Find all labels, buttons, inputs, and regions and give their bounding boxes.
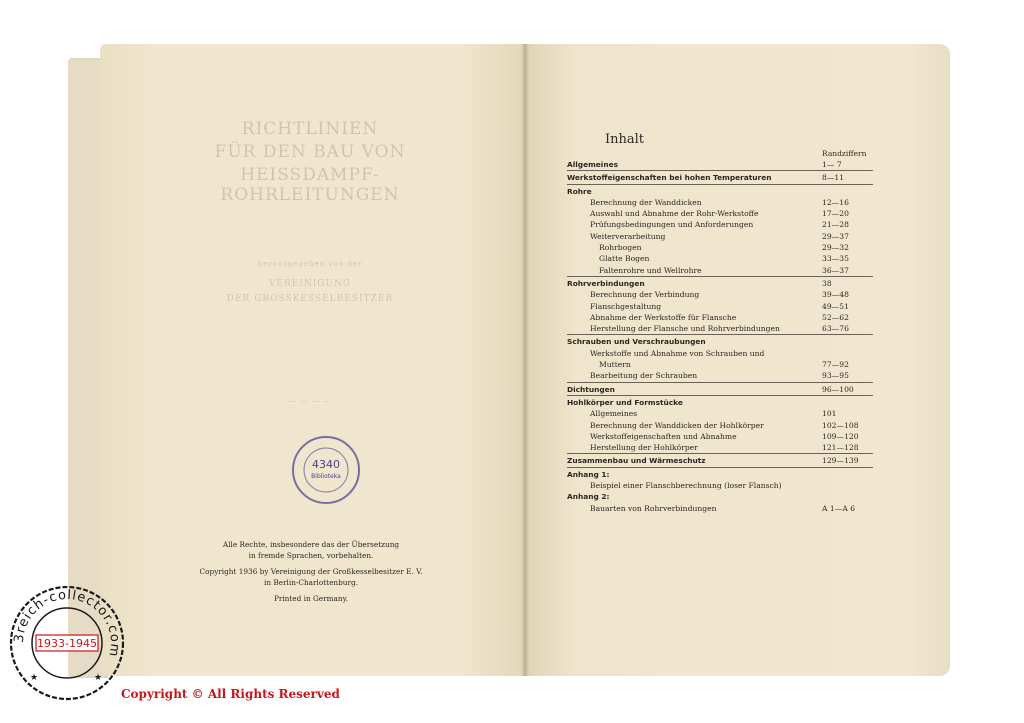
copyright-line: Alle Rechte, insbesondere das der Übersetzung — [222, 540, 400, 549]
left-page: RICHTLINIEN FÜR DEN BAU VON HEISSDAMPF-ROHRLEITUNGEN herausgegeben von der VEREINIGUNG DER GROSSKESSELBESITZER — — — — 4340 Biblioteka Alle Rechte, insbesondere das der Übersetzung in fremde Sprachen, vorbehalten. Copyright 1936 by Vereinigung der Großkesselbesitzer E. V. in Berlin-Charlottenburg. Printed in Germany. — [100, 44, 525, 676]
toc-entry: Werkstoffe und Abnahme von Schrauben und — [590, 348, 765, 358]
toc-title: Inhalt — [605, 132, 645, 147]
toc-entry: Schrauben und Verschraubungen — [567, 337, 706, 347]
toc-entry: Werkstoffeigenschaften und Abnahme 109—120 — [590, 431, 859, 441]
copyright-notice — [180, 540, 442, 605]
copyright-line: in Berlin-Charlottenburg. — [264, 577, 358, 587]
watermark-seal — [8, 584, 126, 702]
svg-text:1933-1945: 1933-1945 — [37, 637, 97, 650]
toc-entry: Rohrverbindungen 38 — [567, 278, 832, 288]
toc-entry: Berechnung der Wanddicken 12—16 — [590, 197, 849, 207]
toc-entry: Anhang 1: — [567, 469, 610, 479]
toc-entry: Zusammenbau und Wärmeschutz 129—139 — [567, 456, 859, 466]
toc-entry: Abnahme der Werkstoffe für Flansche 52—62 — [590, 312, 849, 322]
toc-entry: Flanschgestaltung 49—51 — [590, 301, 849, 311]
library-stamp — [290, 434, 362, 506]
copyright-line: in fremde Sprachen, vorbehalten. — [248, 550, 374, 560]
toc-entry: Prüfungsbedingungen und Anforderungen 21—28 — [590, 220, 849, 230]
table-of-contents — [567, 159, 873, 514]
toc-column-header: Randziffern — [822, 149, 867, 158]
toc-entry: Hohlkörper und Formstücke — [567, 397, 683, 407]
stamp-label: Biblioteka — [311, 473, 341, 480]
toc-entry: Glatte Bogen 33—35 — [599, 254, 849, 264]
toc-entry: Allgemeines 1— 7 — [567, 160, 842, 169]
toc-entry: Bearbeitung der Schrauben 93—95 — [590, 371, 849, 381]
toc-entry: Werkstoffeigenschaften bei hohen Temperaturen 8—11 — [567, 173, 845, 183]
svg-text:3reich-collector.com: 3reich-collector.com — [11, 587, 123, 659]
copyright-line: Printed in Germany. — [273, 594, 349, 603]
toc-entry: Berechnung der Wanddicken der Hohlkörper 102—108 — [590, 420, 859, 430]
toc-entry: Berechnung der Verbindung 39—48 — [590, 290, 849, 300]
toc-entry: Dichtungen 96—100 — [567, 384, 854, 394]
stamp-number: 4340 — [312, 458, 340, 471]
copyright-line: Copyright 1936 by Vereinigung der Großkesselbesitzer E. V. — [199, 567, 423, 576]
svg-text:★: ★ — [94, 673, 103, 683]
toc-entry: Weiterverarbeitung 29—37 — [590, 231, 849, 241]
svg-text:★: ★ — [30, 673, 39, 683]
toc-entry: Faltenrohre und Wellrohre 36—37 — [599, 265, 849, 275]
toc-entry: Muttern 77—92 — [599, 360, 849, 370]
toc-entry: Rohre — [567, 186, 592, 196]
book-gutter — [521, 44, 529, 676]
toc-entry: Auswahl und Abnahme der Rohr-Werkstoffe 17—20 — [590, 209, 849, 219]
toc-entry: Rohrbogen 29—32 — [599, 243, 849, 253]
toc-entry: Herstellung der Flansche und Rohrverbindungen 63—76 — [590, 324, 849, 334]
toc-entry: Beispiel einer Flanschberechnung (loser Flansch) — [590, 481, 782, 491]
toc-entry: Bauarten von Rohrverbindungen A 1—A 6 — [590, 503, 856, 513]
toc-entry: Anhang 2: — [567, 492, 610, 502]
toc-entry: Allgemeines 101 — [590, 409, 837, 419]
toc-entry: Herstellung der Hohlkörper 121—128 — [590, 443, 859, 453]
watermark-copyright: Copyright © All Rights Reserved — [121, 687, 340, 701]
